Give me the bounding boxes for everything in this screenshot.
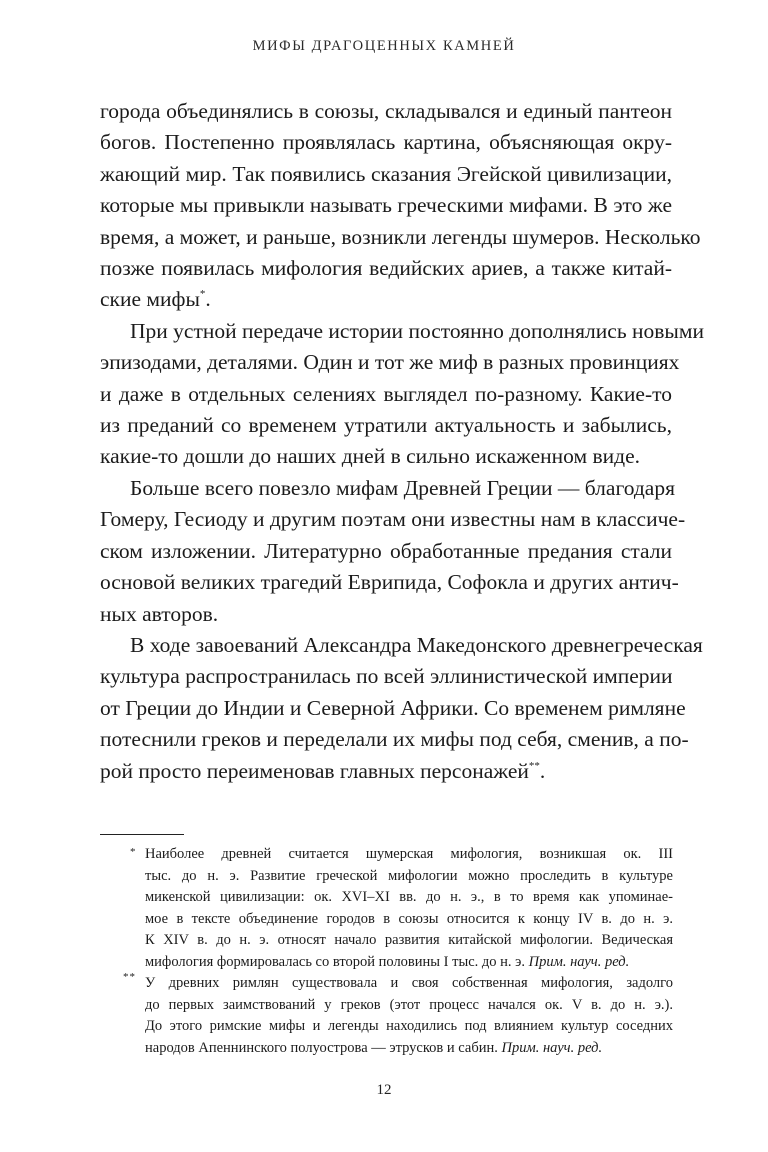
text-line: из преданий со временем утратили актуальность и забылись,	[100, 413, 672, 438]
text-line: от Греции до Индии и Северной Африки. Со временем римляне	[100, 695, 686, 720]
text-line: В ходе завоеваний Александра Македонского древнегреческая	[130, 632, 703, 657]
text-line: ские мифы	[100, 287, 200, 312]
footnote-line: мифология формировалась со второй половины I тыс. до н. э.	[145, 953, 525, 970]
text-line: При устной передаче истории постоянно дополнялись новыми	[130, 318, 704, 343]
text-line: и даже в отдельных селениях выглядел по-разному. Какие-то	[100, 381, 672, 406]
text-line: основой великих трагедий Еврипида, Софокла и других антич-	[100, 570, 679, 595]
paragraph-2	[100, 316, 704, 473]
footnote-line: мое в тексте объединение городов в союзы относится к концу IV в. до н. э.	[145, 910, 673, 927]
text-line: ском изложении. Литературно обработанные предания стали	[100, 538, 672, 563]
text-line: которые мы привыкли называть греческими мифами. В это же	[100, 193, 672, 218]
footnote-line: микенской цивилизации: ок. XVI–XI вв. до н. э., в то время как упоминае-	[145, 889, 673, 905]
footnote-line: У древних римлян существовала и своя собственная мифология, задолго	[145, 975, 673, 991]
body-text	[100, 96, 704, 787]
paragraph-4	[100, 630, 703, 787]
footnote-line: до первых заимствований у греков (этот процесс начался ок. V в. до н. э.).	[145, 996, 673, 1013]
footnote-line: Наиболее древней считается шумерская мифология, возникшая ок. III	[145, 846, 673, 862]
text-line: время, а может, и раньше, возникли легенды шумеров. Несколько	[100, 224, 701, 249]
footnote-2	[123, 971, 673, 1059]
footnote-separator	[100, 834, 184, 835]
paragraph-1	[100, 96, 701, 316]
footnote-mark: *	[130, 846, 136, 858]
text-line: ных авторов.	[100, 601, 219, 626]
text-line-last	[100, 756, 672, 787]
footnote-ref-2: **	[528, 759, 540, 772]
footnote-line-last	[145, 952, 673, 974]
text-line: богов. Постепенно проявлялась картина, объясняющая окру-	[100, 130, 672, 155]
footnote-line: народов Апеннинского полуострова — этрусков и сабин.	[145, 1039, 498, 1056]
running-head: МИФЫ ДРАГОЦЕННЫХ КАМНЕЙ	[252, 38, 516, 54]
footnotes	[123, 844, 673, 1059]
text-line: эпизодами, деталями. Один и тот же миф в разных провинциях	[100, 350, 680, 375]
text-line: потеснили греков и переделали их мифы под себя, сменив, а по-	[100, 727, 689, 752]
text-line: культура распространилась по всей эллинистической империи	[100, 664, 673, 689]
footnote-1	[130, 844, 673, 973]
paragraph-3	[100, 473, 686, 630]
footnote-line: К XIV в. до н. э. относят начало развития китайской мифологии. Ведическая	[145, 932, 673, 948]
text-line: жающий мир. Так появились сказания Эгейской цивилизации,	[100, 161, 672, 186]
editor-note: Прим. науч. ред.	[528, 953, 630, 970]
sentence-end: .	[205, 287, 211, 312]
editor-note: Прим. науч. ред.	[501, 1039, 603, 1056]
footnote-ref-1: *	[199, 288, 206, 301]
text-line-last	[100, 284, 672, 315]
footnote-line: До этого римские мифы и легенды находились под влиянием культур соседних	[145, 1018, 673, 1034]
sentence-end: .	[539, 758, 546, 783]
page-number: 12	[376, 1082, 392, 1098]
footnote-line-last	[145, 1038, 673, 1060]
text-line: Больше всего повезло мифам Древней Греции — благодаря	[130, 475, 675, 500]
text-line: рой просто переименовав главных персонажей	[100, 758, 529, 783]
footnote-mark: **	[123, 971, 136, 983]
footnote-line: тыс. до н. э. Развитие греческой мифологии можно проследить в культуре	[145, 867, 673, 884]
text-line: Гомеру, Гесиоду и другим поэтам они известны нам в классиче-	[100, 507, 686, 532]
text-line: позже появилась мифология ведийских ариев, а также китай-	[100, 256, 672, 281]
text-line: какие-то дошли до наших дней в сильно искаженном виде.	[100, 444, 640, 469]
text-line: города объединялись в союзы, складывался и единый пантеон	[100, 99, 672, 123]
